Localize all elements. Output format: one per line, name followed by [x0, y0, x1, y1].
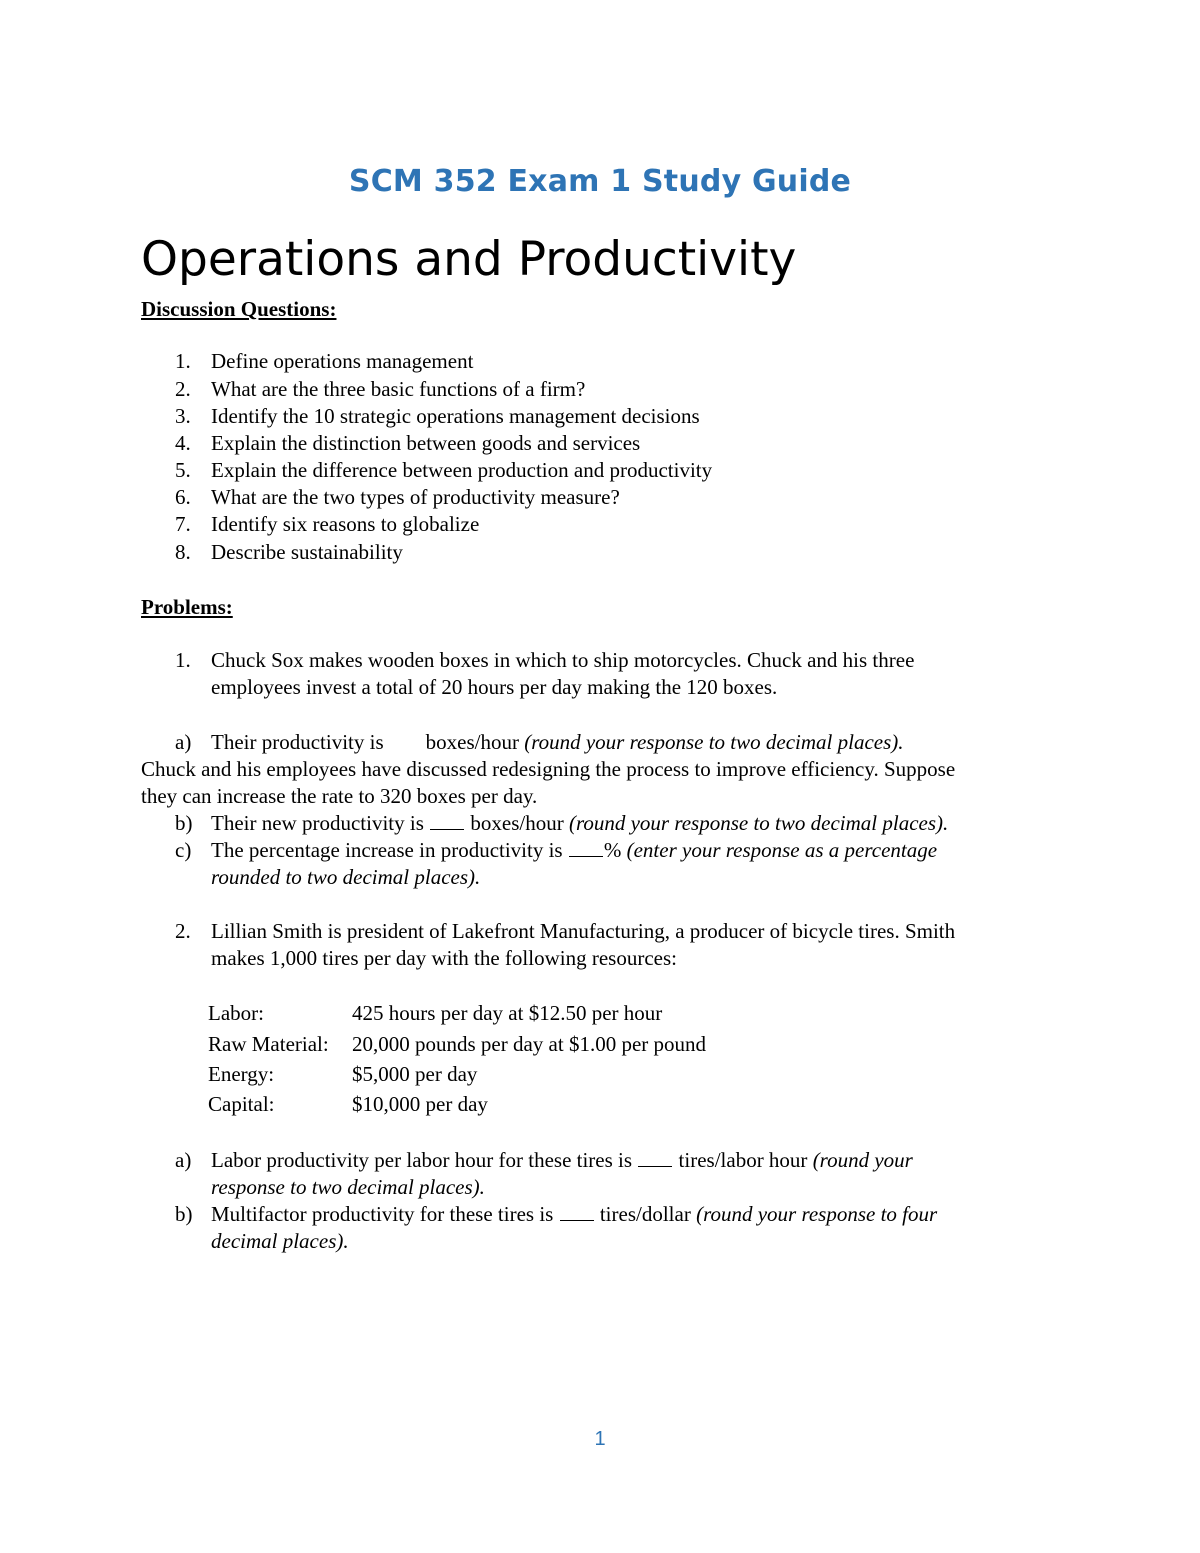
- subpart-text: Their new productivity is: [211, 811, 424, 835]
- answer-blank[interactable]: [638, 1150, 672, 1167]
- resource-label: Labor:: [208, 1001, 264, 1025]
- subpart-text: Their productivity is: [211, 730, 384, 754]
- answer-unit: boxes/hour: [425, 730, 519, 754]
- list-number: 4.: [175, 431, 191, 455]
- subpart-label: a): [175, 730, 192, 754]
- answer-unit: tires/labor hour: [678, 1148, 808, 1172]
- resource-value: $10,000 per day: [352, 1092, 488, 1116]
- list-number: 8.: [175, 540, 191, 564]
- answer-unit: tires/dollar: [599, 1202, 691, 1226]
- problem-number: 1.: [175, 648, 191, 672]
- rounding-note: (round your: [812, 1148, 913, 1172]
- resource-label: Energy:: [208, 1062, 275, 1086]
- list-text: Identify six reasons to globalize: [211, 512, 480, 536]
- page-number: 1: [594, 1428, 606, 1450]
- problem-1-context: Chuck and his employees have discussed redesigning the process to improve efficiency. Suppose: [141, 757, 956, 781]
- list-number: 6.: [175, 485, 191, 509]
- document-title: SCM 352 Exam 1 Study Guide: [348, 164, 852, 199]
- rounding-note: response to two decimal places).: [211, 1175, 485, 1199]
- problem-number: 2.: [175, 919, 191, 943]
- problems-heading: Problems:: [141, 595, 233, 619]
- answer-unit: boxes/hour: [470, 811, 564, 835]
- rounding-note: (enter your response as a percentage: [626, 838, 938, 862]
- list-text: Identify the 10 strategic operations management decisions: [211, 404, 700, 428]
- subpart-label: b): [175, 1202, 193, 1226]
- list-text: What are the three basic functions of a firm?: [211, 377, 586, 401]
- problem-text: Lillian Smith is president of Lakefront Manufacturing, a producer of bicycle tires. Smith: [211, 919, 956, 943]
- resource-value: 20,000 pounds per day at $1.00 per pound: [352, 1032, 707, 1056]
- discussion-heading: Discussion Questions:: [141, 297, 337, 321]
- subpart-label: b): [175, 811, 193, 835]
- list-text: Explain the difference between production and productivity: [211, 458, 713, 482]
- resource-value: 425 hours per day at $12.50 per hour: [352, 1001, 663, 1025]
- problem-text: Chuck Sox makes wooden boxes in which to ship motorcycles. Chuck and his three: [211, 648, 915, 672]
- list-number: 5.: [175, 458, 191, 482]
- resource-value: $5,000 per day: [352, 1062, 478, 1086]
- list-text: Describe sustainability: [211, 540, 403, 564]
- list-number: 7.: [175, 512, 191, 536]
- list-text: Explain the distinction between goods and services: [211, 431, 641, 455]
- answer-unit: %: [603, 838, 622, 862]
- subpart-text: The percentage increase in productivity is: [211, 838, 563, 862]
- rounding-note: (round your response to four: [696, 1202, 938, 1226]
- rounding-note: decimal places).: [211, 1229, 349, 1253]
- list-text: Define operations management: [211, 349, 474, 373]
- section-heading: Operations and Productivity: [141, 232, 797, 287]
- subpart-text: Labor productivity per labor hour for these tires is: [211, 1148, 633, 1172]
- problem-text: employees invest a total of 20 hours per day making the 120 boxes.: [211, 675, 778, 699]
- list-number: 1.: [175, 349, 191, 373]
- rounding-note: (round your response to two decimal places).: [568, 811, 949, 835]
- list-text: What are the two types of productivity measure?: [211, 485, 620, 509]
- list-number: 3.: [175, 404, 191, 428]
- subpart-label: c): [175, 838, 192, 862]
- rounding-note: (round your response to two decimal places).: [524, 730, 904, 754]
- answer-blank[interactable]: [560, 1204, 594, 1221]
- answer-blank[interactable]: [430, 813, 464, 830]
- rounding-note: rounded to two decimal places).: [211, 865, 481, 889]
- answer-blank[interactable]: [569, 840, 603, 857]
- resource-label: Raw Material:: [208, 1032, 329, 1056]
- subpart-label: a): [175, 1148, 192, 1172]
- problem-text: makes 1,000 tires per day with the following resources:: [211, 946, 677, 970]
- problem-1-context: they can increase the rate to 320 boxes per day.: [141, 784, 538, 808]
- resource-label: Capital:: [208, 1092, 275, 1116]
- list-number: 2.: [175, 377, 191, 401]
- subpart-text: Multifactor productivity for these tires is: [211, 1202, 554, 1226]
